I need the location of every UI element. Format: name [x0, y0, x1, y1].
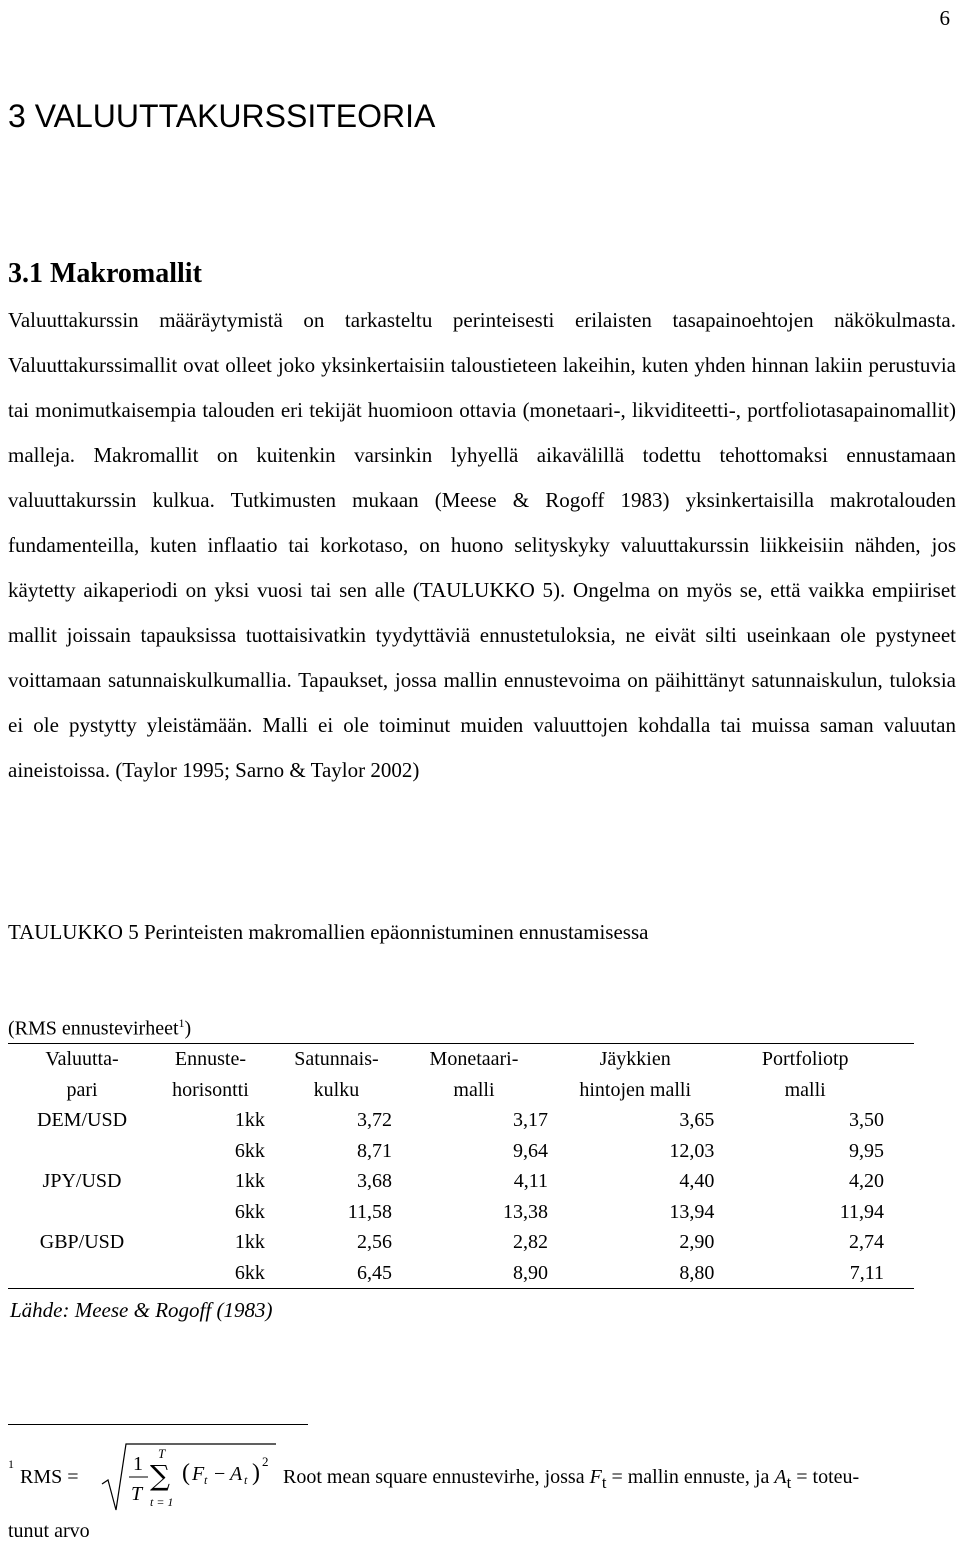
table-cell: 6,45 — [356, 1261, 392, 1284]
table-row — [8, 1105, 914, 1136]
table-cell: DEM/USD — [37, 1109, 128, 1131]
formula-sub-t: t — [204, 1473, 208, 1487]
formula-numerator: 1 — [133, 1453, 143, 1475]
table-cell: 1kk — [234, 1170, 265, 1192]
table-cell: 8,71 — [356, 1139, 392, 1162]
page-number: 6 — [939, 6, 950, 30]
table-cell: 6kk — [234, 1200, 265, 1223]
table-header-row — [8, 1075, 914, 1106]
footnote-desc-A: A — [774, 1466, 787, 1488]
header-cell: hintojen malli — [579, 1078, 691, 1101]
table-row — [8, 1197, 914, 1228]
header-cell: horisontti — [172, 1078, 249, 1101]
header-cell: pari — [66, 1078, 98, 1101]
header-cell: kulku — [313, 1078, 360, 1101]
table-cell: 3,65 — [679, 1109, 715, 1131]
table-row — [8, 1258, 914, 1289]
formula-F: F — [192, 1463, 205, 1485]
table-cell: 3,68 — [356, 1170, 392, 1192]
table-cell: 1kk — [234, 1109, 265, 1131]
rms-label: RMS = — [20, 1466, 79, 1488]
table-cell: 1kk — [234, 1231, 265, 1253]
header-cell: Valuutta- — [45, 1048, 119, 1070]
table-cell: 4,20 — [849, 1170, 884, 1192]
header-cell: Satunnais- — [294, 1048, 379, 1070]
sigma-symbol: ∑ — [150, 1459, 170, 1492]
table-cell: JPY/USD — [42, 1170, 122, 1192]
table-cell: 9,64 — [512, 1139, 548, 1162]
table-cell: 6kk — [234, 1261, 265, 1284]
table-cell: 3,50 — [849, 1109, 884, 1131]
footnote-desc-sub: t — [601, 1473, 607, 1492]
table-caption: TAULUKKO 5 Perinteisten makromallien epäonnistuminen ennustamisessa — [8, 920, 649, 944]
header-cell: Ennuste- — [174, 1048, 246, 1070]
minus-sign: − — [214, 1463, 226, 1485]
table-cell: 2,90 — [679, 1231, 715, 1253]
table-row — [8, 1136, 914, 1167]
table-cell: 8,90 — [512, 1261, 548, 1284]
formula-sum-lower: t = 1 — [150, 1495, 174, 1509]
formula-sub-t: t — [244, 1473, 248, 1487]
table-cell: 3,72 — [356, 1109, 392, 1131]
table-row — [8, 1227, 914, 1258]
table-cell: 2,56 — [356, 1231, 392, 1253]
header-cell: malli — [784, 1078, 826, 1101]
chapter-title: 3 VALUUTTAKURSSITEORIA — [8, 98, 436, 134]
formula-sum-upper: T — [158, 1446, 166, 1461]
formula-A: A — [230, 1463, 243, 1485]
header-cell: Monetaari- — [429, 1048, 519, 1070]
table-cell: 13,94 — [669, 1200, 715, 1223]
rms-formula — [100, 1440, 280, 1515]
table-cell: 7,11 — [849, 1261, 884, 1284]
header-cell: Portfoliotp — [761, 1048, 849, 1070]
formula-denominator: T — [131, 1483, 143, 1505]
table-cell: 12,03 — [669, 1139, 715, 1162]
table-cell: 2,74 — [849, 1231, 884, 1253]
table-cell: 3,17 — [512, 1109, 548, 1131]
table-cell: 2,82 — [512, 1231, 548, 1253]
table-cell: 11,94 — [839, 1200, 884, 1223]
table-subcaption-text: (RMS ennustevirheet — [8, 1017, 179, 1040]
table-cell: 13,38 — [502, 1200, 548, 1223]
table-cell — [8, 1258, 156, 1289]
footnote-separator — [8, 1424, 308, 1425]
table-row — [8, 1166, 914, 1197]
table-subcaption — [8, 1016, 191, 1041]
footnote-description — [283, 1466, 859, 1493]
table-cell — [8, 1197, 156, 1228]
footnote-desc-part2: = mallin ennuste, ja — [606, 1466, 775, 1488]
paren-close: ) — [252, 1460, 260, 1486]
section-title: 3.1 Makromallit — [8, 258, 202, 289]
table-source: Lähde: Meese & Rogoff (1983) — [10, 1298, 273, 1322]
formula-exponent: 2 — [262, 1454, 269, 1469]
footnote-desc-part3: = toteu- — [791, 1466, 860, 1488]
footnote-mark: 1 — [8, 1457, 14, 1471]
table-cell: 4,40 — [679, 1170, 715, 1192]
footnote — [8, 1440, 956, 1542]
table-cell — [8, 1136, 156, 1167]
footnote-continuation: tunut arvo — [8, 1520, 90, 1542]
footnote-reference: 1 — [178, 1016, 185, 1030]
table-cell: 8,80 — [679, 1261, 715, 1284]
table-cell: 11,58 — [347, 1200, 392, 1223]
footnote-desc-F: F — [589, 1466, 602, 1488]
paren-open: ( — [182, 1460, 190, 1486]
forecast-error-table — [8, 1043, 914, 1289]
header-cell: malli — [453, 1078, 495, 1101]
table-header-row — [8, 1044, 914, 1075]
table-subcaption-close: ) — [184, 1017, 192, 1040]
table-cell: 4,11 — [513, 1170, 548, 1192]
header-cell: Jäykkien — [599, 1048, 671, 1070]
footnote-desc-sub: t — [786, 1473, 792, 1492]
table-cell: 6kk — [234, 1139, 265, 1162]
table-cell: GBP/USD — [39, 1231, 125, 1253]
table-cell: 9,95 — [849, 1139, 884, 1162]
body-paragraph: Valuuttakurssin määräytymistä on tarkasteltu perinteisesti erilaisten tasapainoehtojen näkökulmasta. Valuuttakurssimallit ovat olleet joko yksinkertaisiin taloustieteen lakeihin, kuten yhden hinnan lakiin perustuvia tai monimutkaisempia talouden eri tekijät huomioon ottavia (monetaari-, likviditeetti-, portfoliotasapainomallit) malleja. Makromallit on kuitenkin varsinkin lyhyellä aikavälillä todettu tehottomaksi ennustamaan valuuttakurssin kulkua. Tutkimusten mukaan (Meese & Rogoff 1983) yksinkertaisilla makrotalouden fundamenteilla, kuten inflaatio tai korkotaso, on huono selityskyky valuuttakurssin liikkeisiin nähden, jos käytetty aikaperiodi on yksi vuosi tai sen alle (TAULUKKO 5). Ongelma on myös se, että vaikka empiiriset mallit joissain tapauksissa tuottaisivatkin tyydyttäviä ennustetuloksia, ne eivät silti useinkaan ole pystyneet voittamaan satunnaiskulkumallia. Tapaukset, jossa mallin ennustevoima on päihittänyt satunnaiskulun, tuloksia ei ole pystytty yleistämään. Malli ei ole toiminut muiden valuuttojen kohdalla tai muissa saman valuutan aineistoissa. (Taylor 1995; Sarno & Taylor 2002) — [8, 308, 956, 782]
footnote-desc-part1: Root mean square ennustevirhe, jossa — [283, 1466, 590, 1488]
